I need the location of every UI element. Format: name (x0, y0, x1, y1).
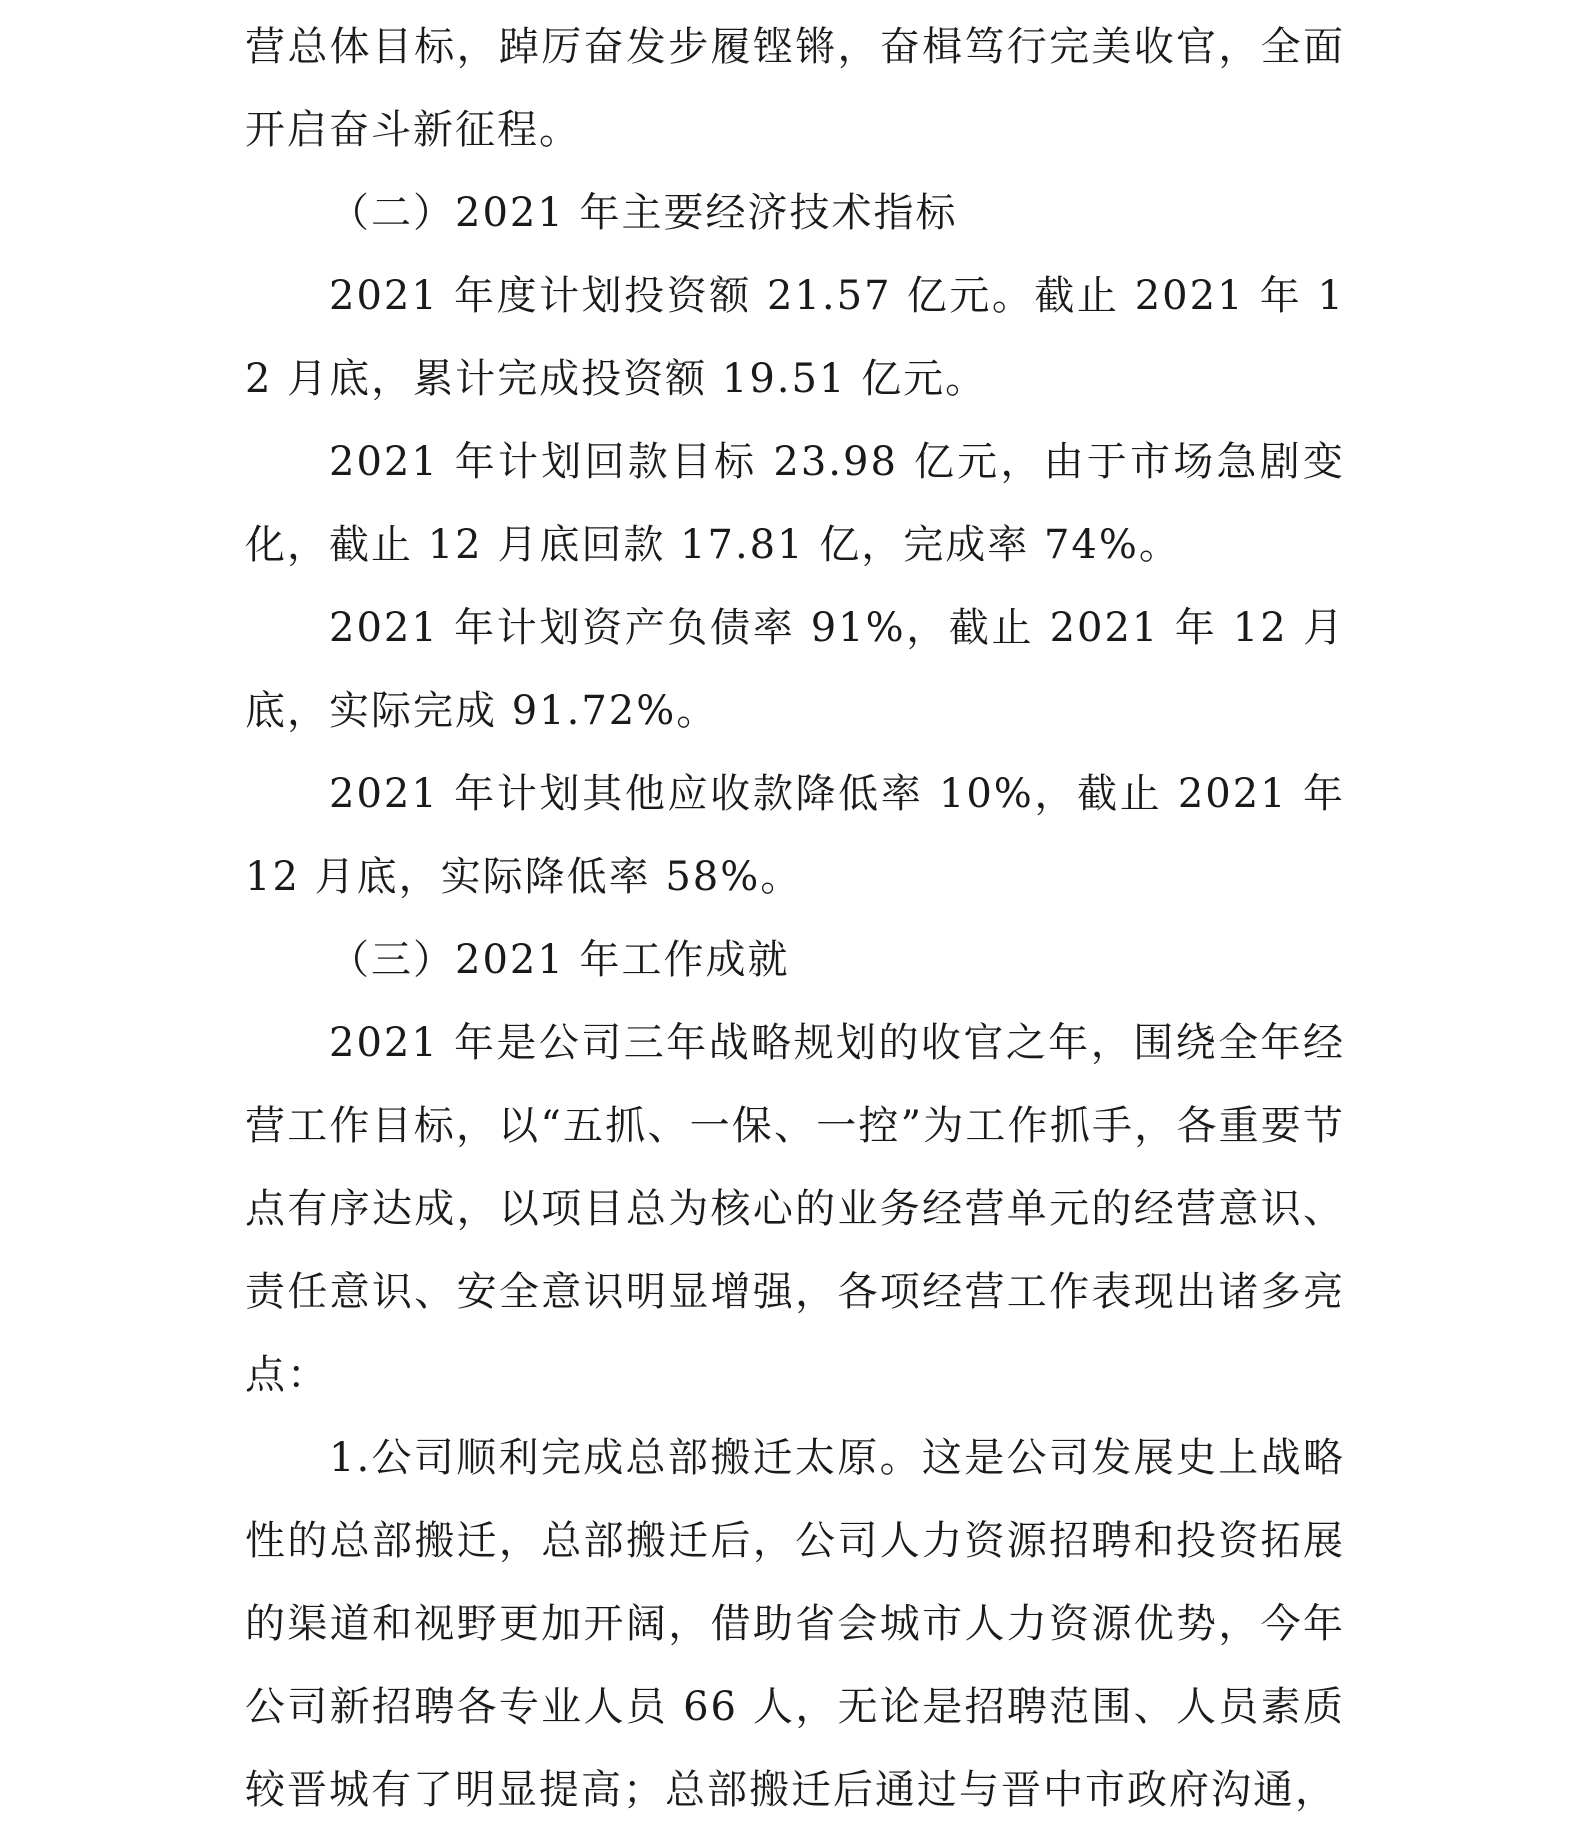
section-heading-economic-indicators: （二）2021 年主要经济技术指标 (329, 190, 958, 236)
paragraph-collection: 2021 年计划回款目标 23.98 亿元，由于市场急剧变化，截止 12 月底回款 17.81 亿，完成率 74%。 (245, 439, 1345, 568)
paragraph-receivables: 2021 年计划其他应收款降低率 10%，截止 2021 年 12 月底，实际降低率 58%。 (245, 771, 1345, 900)
section-heading-achievements: （三）2021 年工作成就 (329, 937, 790, 983)
paragraph-continuation: 营总体目标，踔厉奋发步履铿锵，奋楫笃行完美收官，全面开启奋斗新征程。 (245, 24, 1345, 153)
paragraph-achievements-intro: 2021 年是公司三年战略规划的收官之年，围绕全年经营工作目标，以“五抓、一保、一控”为工作抓手，各重要节点有序达成，以项目总为核心的业务经营单元的经营意识、责任意识、安全意识明显增强，各项经营工作表现出诸多亮点： (245, 1020, 1345, 1398)
paragraph-debt-ratio: 2021 年计划资产负债率 91%，截止 2021 年 12 月底，实际完成 91.72%。 (245, 605, 1345, 734)
paragraph-headquarters-relocation: 1.公司顺利完成总部搬迁太原。这是公司发展史上战略性的总部搬迁，总部搬迁后，公司人力资源招聘和投资拓展的渠道和视野更加开阔，借助省会城市人力资源优势，今年公司新招聘各专业人员 66 人，无论是招聘范围、人员素质较晋城有了明显提高；总部搬迁后通过与晋中市政府沟通， (245, 1435, 1345, 1813)
document-page (245, 0, 1345, 1829)
paragraph-investment: 2021 年度计划投资额 21.57 亿元。截止 2021 年 12 月底，累计完成投资额 19.51 亿元。 (245, 273, 1345, 402)
